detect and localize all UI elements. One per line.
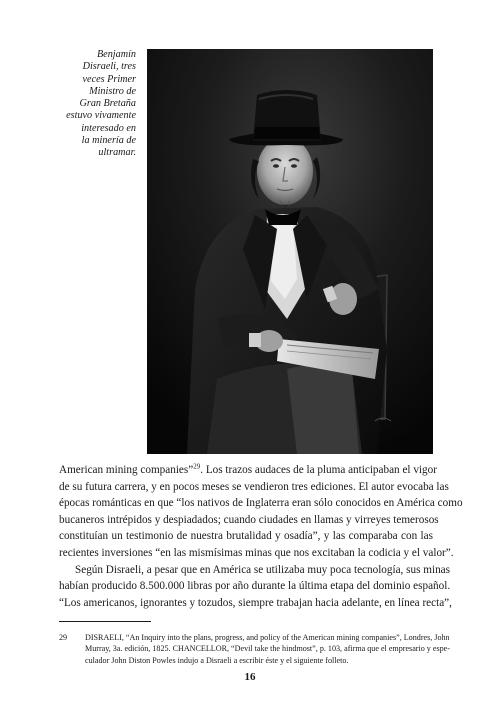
body-line: habían producido 8.500.000 libras por año durante la última etapa del dominio español.	[59, 580, 451, 593]
caption-line: Disraeli, tres	[82, 61, 136, 73]
footnote-line: culador John Diston Powles indujo a Disraeli a escribir éste y el siguiente folleto.	[85, 655, 349, 665]
body-line: épocas románticas en que “los nativos de Inglaterra eran sólo conocidos en América como	[59, 497, 463, 510]
body-line	[59, 462, 437, 479]
body-line: bucaneros intrépidos y despiadados; cuando ciudades en llamas y virreyes temerosos	[59, 513, 439, 526]
footnote-divider	[59, 621, 151, 622]
footnote-number: 29	[59, 633, 68, 642]
main-body-text	[59, 462, 463, 611]
caption-line: estuvo vivamente	[66, 110, 136, 122]
caption-line: Ministro de	[89, 85, 136, 97]
body-line-start: American mining companies”	[59, 464, 194, 476]
caption-line: Benjamín	[96, 49, 136, 60]
body-line: de su futura carrera, y en pocos meses se vendieron tres ediciones. El autor evocaba las	[59, 480, 449, 493]
body-line: “Los americanos, ignorantes y tozudos, siempre trabajan hacia adelante, en línea recta”,	[59, 596, 452, 609]
disraeli-portrait-photo	[147, 49, 433, 454]
caption-line: Gran Bretaña	[79, 98, 136, 110]
footnote-line: DISRAELI, “An Inquiry into the plans, progress, and policy of the American mining companies”, Londres, John	[85, 633, 450, 642]
portrait-illustration	[147, 49, 433, 454]
body-line: recientes inversiones “en las mismísimas minas que nos excitaban la codicia y el valor”.	[59, 546, 454, 559]
photo-caption	[60, 49, 136, 160]
caption-line: veces Primer	[82, 73, 136, 85]
footnote-reference: 29	[193, 462, 201, 471]
body-line-end: . Los trazos audaces de la pluma anticipaban el vigor	[200, 464, 437, 476]
page-number: 16	[244, 671, 256, 683]
footnote-text	[85, 632, 450, 666]
footnote-line: Murray, 3a. edición, 1825. CHANCELLOR, “Devil take the hindmost”, p. 103, afirma que el empresario y espe-	[85, 644, 450, 654]
caption-line: ultramar.	[98, 147, 136, 159]
footnote	[59, 632, 450, 666]
caption-line: interesado en	[81, 122, 136, 134]
caption-line: la minería de	[81, 135, 136, 147]
body-line: constituían un testimonio de nuestra brutalidad y osadía”, y las comparaba con las	[59, 530, 433, 543]
body-line: Según Disraeli, a pesar que en América se utilizaba muy poca tecnología, sus minas	[75, 563, 450, 576]
